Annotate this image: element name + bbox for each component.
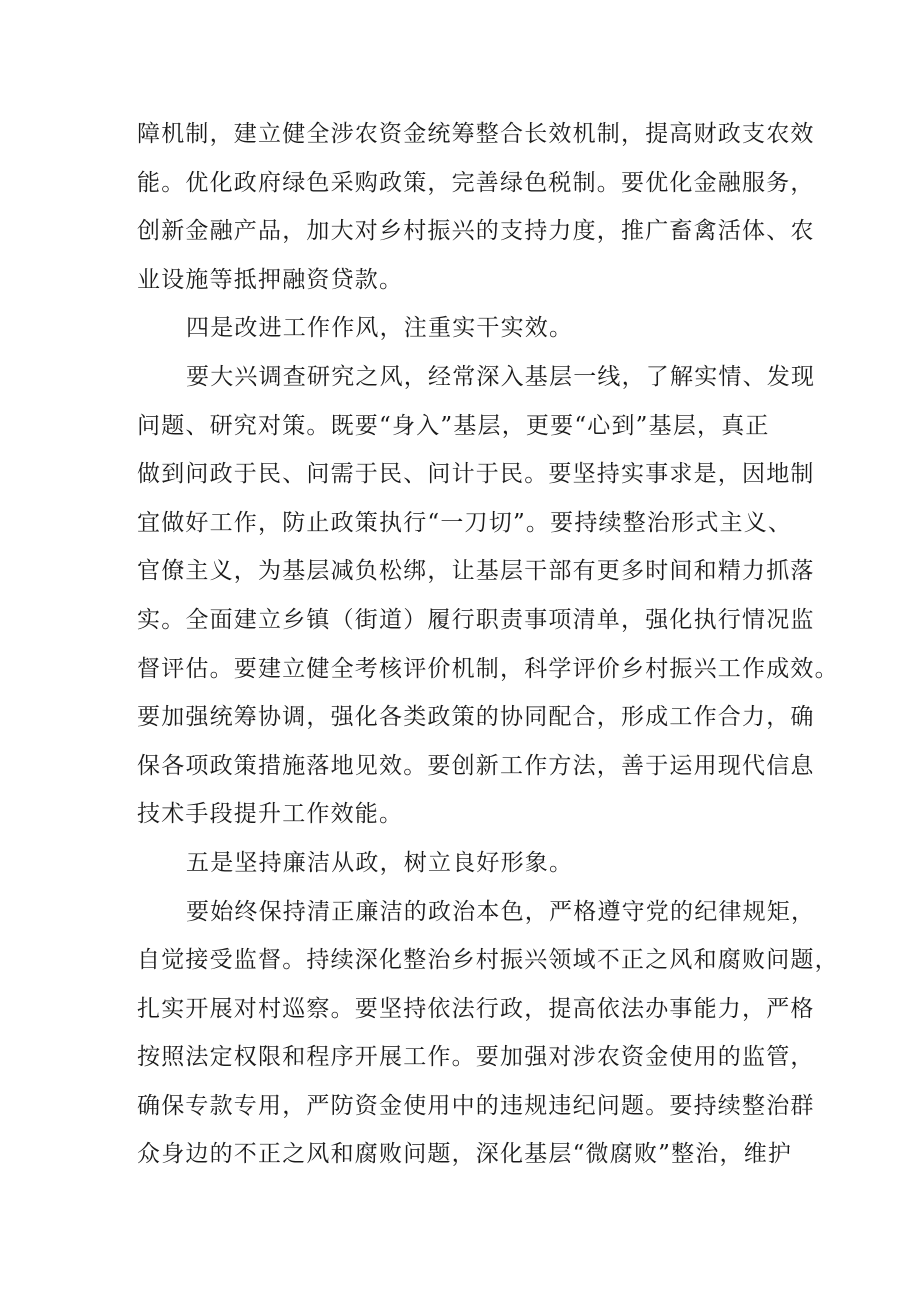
text-line: 确保专款专用，严防资金使用中的违规违纪问题。要持续整治群 xyxy=(137,1092,815,1119)
text-line: 要加强统筹协调，强化各类政策的协同配合，形成工作合力，确 xyxy=(137,704,815,731)
text-line: 问题、研究对策。既要“身入”基层，更要“心到”基层，真正 xyxy=(137,412,770,439)
text-line: 业设施等抵押融资贷款。 xyxy=(137,266,404,293)
text-line: 宜做好工作，防止政策执行“一刀切”。要持续整治形式主义、 xyxy=(137,509,793,536)
text-line: 创新金融产品，加大对乡村振兴的支持力度，推广畜禽活体、农 xyxy=(137,218,815,245)
text-line: 实。全面建立乡镇（街道）履行职责事项清单，强化执行情况监 xyxy=(137,606,815,633)
text-line: 能。优化政府绿色采购政策，完善绿色税制。要优化金融服务， xyxy=(137,169,815,196)
text-line: 督评估。要建立健全考核评价机制，科学评价乡村振兴工作成效。 xyxy=(137,655,839,682)
text-line: 五是坚持廉洁从政，树立良好形象。 xyxy=(186,849,574,876)
text-line: 众身边的不正之风和腐败问题，深化基层“微腐败”整治，维护 xyxy=(137,1141,793,1168)
text-line: 要大兴调查研究之风，经常深入基层一线，了解实情、发现 xyxy=(186,363,816,390)
text-line: 官僚主义，为基层减负松绑，让基层干部有更多时间和精力抓落 xyxy=(137,558,815,585)
text-line: 四是改进工作作风，注重实干实效。 xyxy=(186,315,574,342)
text-line: 扎实开展对村巡察。要坚持依法行政，提高依法办事能力，严格 xyxy=(137,995,815,1022)
text-line: 做到问政于民、问需于民、问计于民。要坚持实事求是，因地制 xyxy=(137,461,815,488)
text-line: 保各项政策措施落地见效。要创新工作方法，善于运用现代信息 xyxy=(137,752,815,779)
text-line: 技术手段提升工作效能。 xyxy=(137,801,404,828)
text-line: 障机制，建立健全涉农资金统筹整合长效机制，提高财政支农效 xyxy=(137,121,815,147)
text-line: 要始终保持清正廉洁的政治本色，严格遵守党的纪律规矩， xyxy=(186,898,816,925)
text-line: 按照法定权限和程序开展工作。要加强对涉农资金使用的监管， xyxy=(137,1044,815,1071)
body-text xyxy=(137,110,839,1179)
text-line: 自觉接受监督。持续深化整治乡村振兴领域不正之风和腐败问题， xyxy=(137,947,839,974)
